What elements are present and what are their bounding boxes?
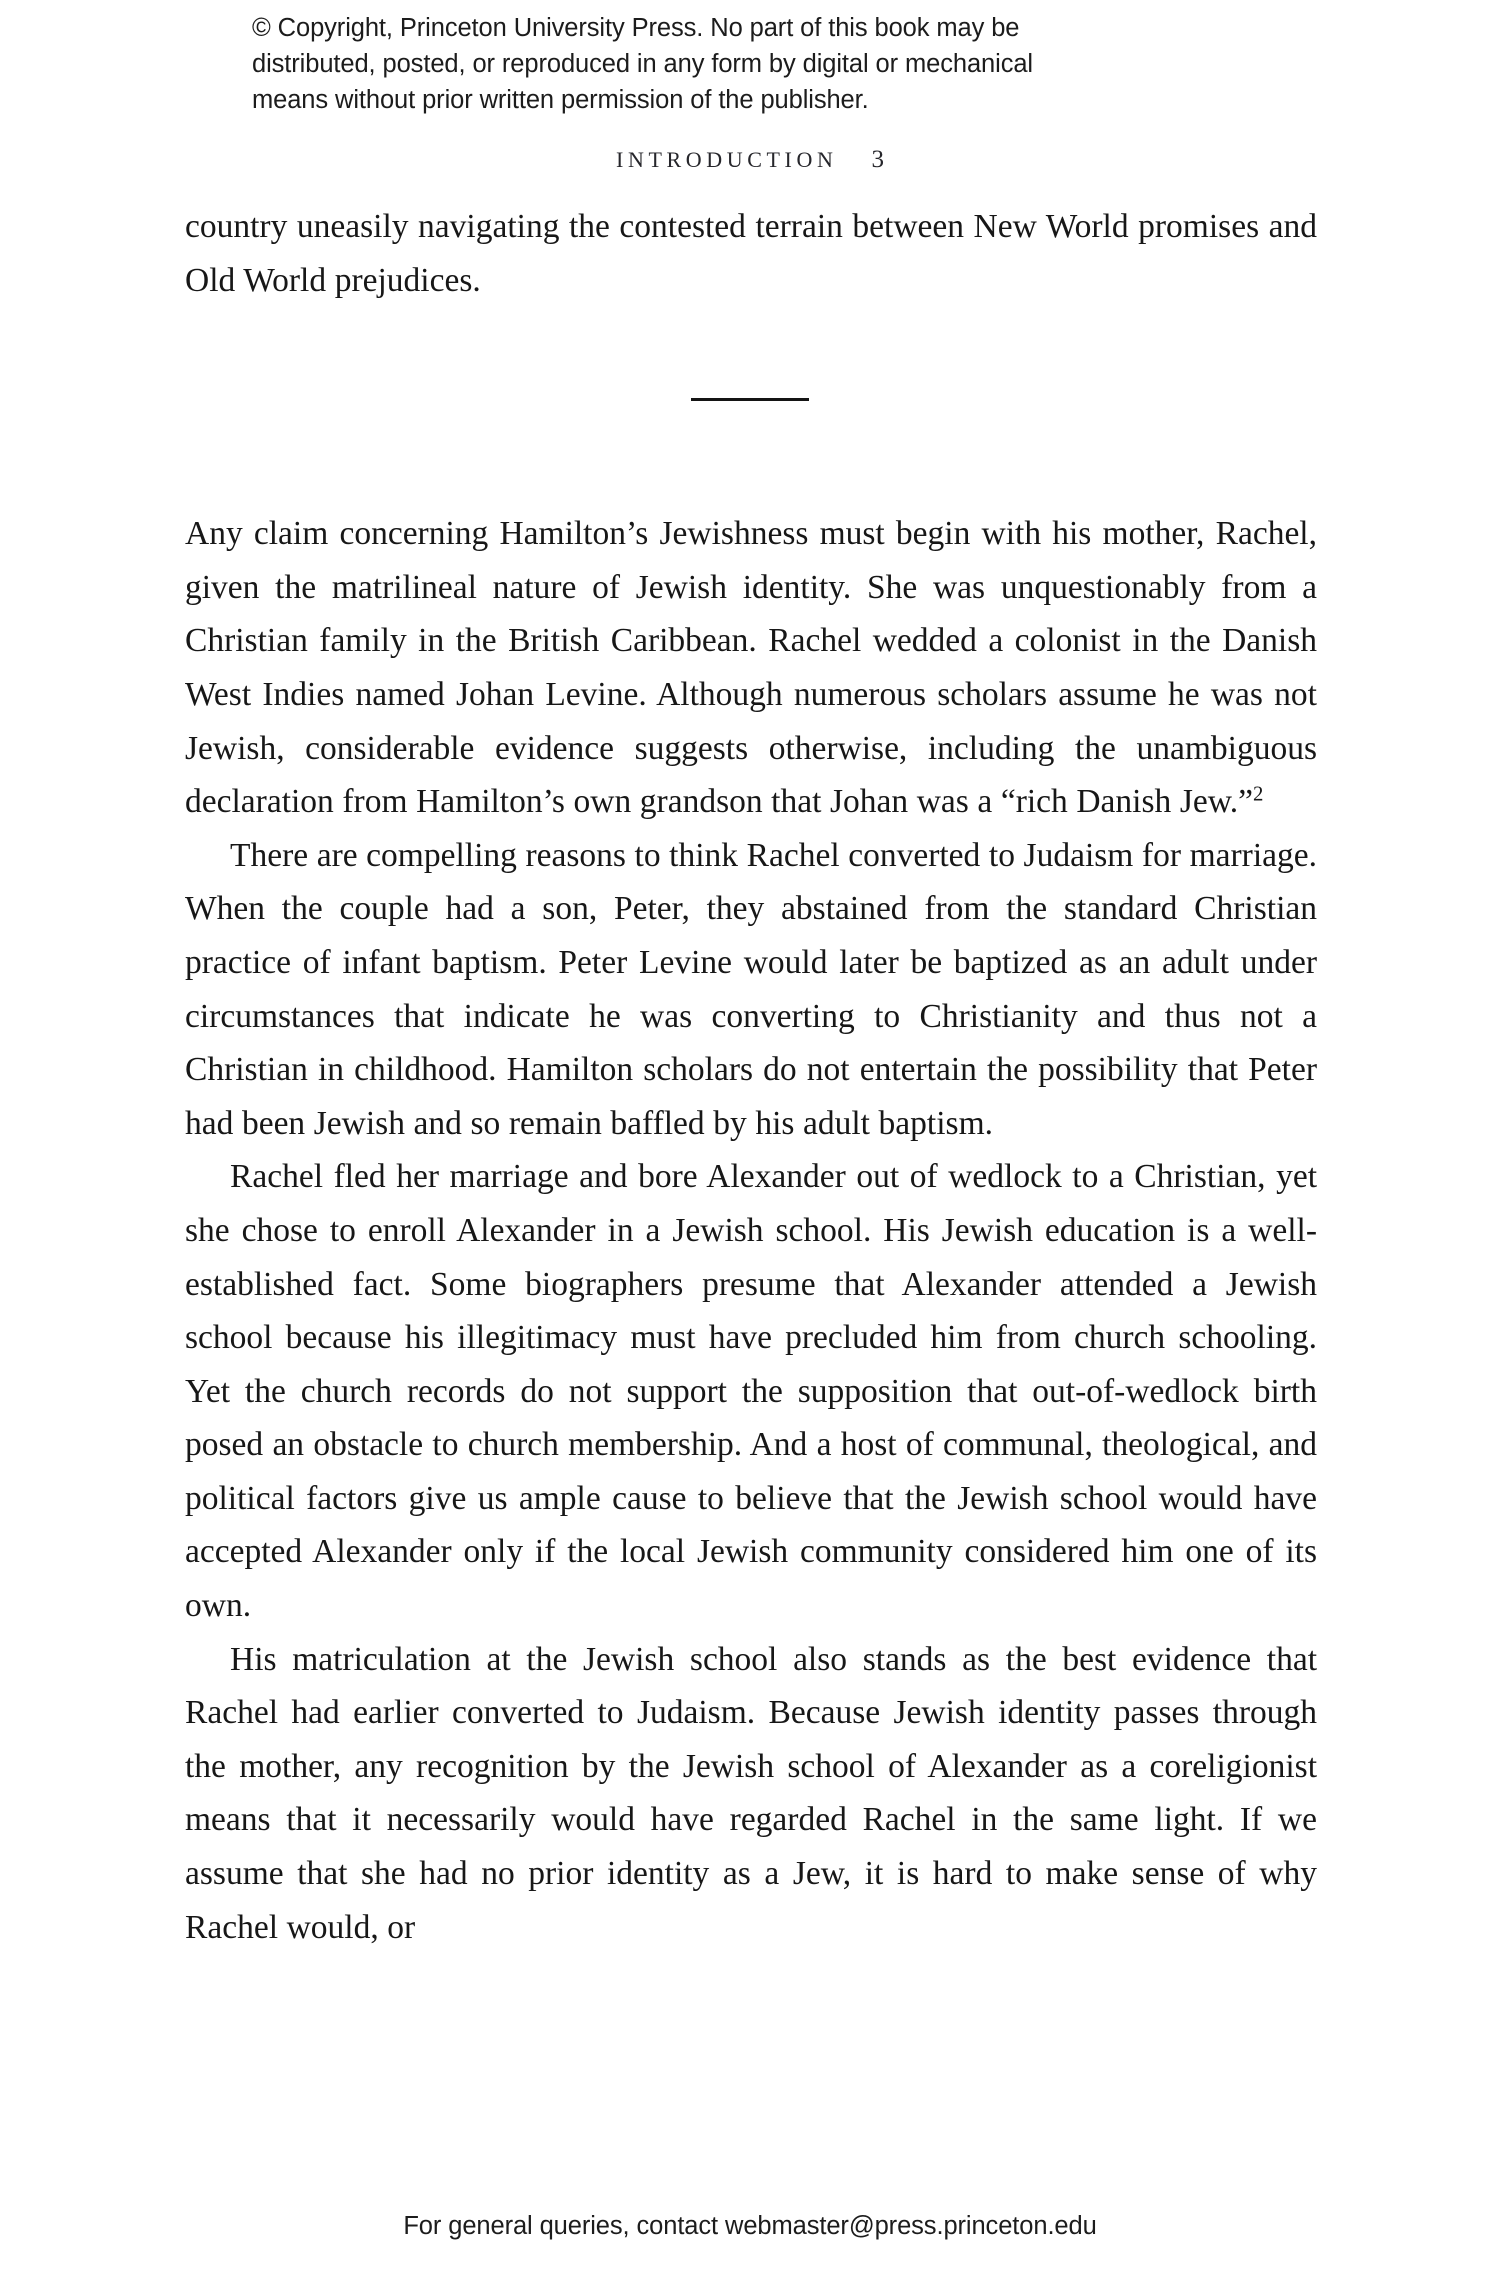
paragraph-text: country uneasily navigating the contested terrain between New World promises and Old World prejudices. [185, 208, 1317, 299]
footer-contact: For general queries, contact webmaster@press.princeton.edu [403, 2212, 1097, 2240]
page-number: 3 [871, 146, 884, 173]
section-break [0, 398, 1500, 401]
body-text-column [185, 200, 1317, 1954]
copyright-line-3: means without prior written permission of the publisher. [252, 86, 869, 114]
paragraph-continued [185, 200, 1317, 307]
paragraph-rachel-fled [185, 1150, 1317, 1632]
section-break-spacer [185, 307, 1317, 507]
paragraph-compelling-reasons [185, 829, 1317, 1151]
running-head [0, 146, 1500, 174]
paragraph-text: There are compelling reasons to think Rachel converted to Judaism for marriage. When the couple had a son, Peter, they abstained from the standard Christian practice of infant baptism. Peter Levine would later be baptized as an adult under circumstances that indicate he was converting to Christianity and thus not a Christian in childhood. Hamilton scholars do not entertain the possibility that Peter had been Jewish and so remain baffled by his adult baptism. [185, 836, 1317, 1142]
copyright-notice [252, 10, 1272, 118]
horizontal-rule-icon [691, 398, 809, 401]
running-head-title: INTRODUCTION [616, 147, 838, 172]
paragraph-text: Any claim concerning Hamilton’s Jewishness must begin with his mother, Rachel, given the matrilineal nature of Jewish identity. She was unquestionably from a Christian family in the British Caribbean. Rachel wedded a colonist in the Danish West Indies named Johan Levine. Although numerous scholars assume he was not Jewish, considerable evidence suggests otherwise, including the unambiguous declaration from Hamilton’s own grandson that Johan was a “rich Danish Jew.” [185, 515, 1317, 821]
paragraph-matriculation [185, 1633, 1317, 1955]
copyright-line-2: distributed, posted, or reproduced in any form by digital or mechanical [252, 50, 1033, 78]
paragraph-text: Rachel fled her marriage and bore Alexander out of wedlock to a Christian, yet she chose to enroll Alexander in a Jewish school. His Jewish education is a well-established fact. Some biographers presume that Alexander attended a Jewish school because his illegitimacy must have precluded him from church schooling. Yet the church records do not support the supposition that out-of-wedlock birth posed an obstacle to church membership. And a host of communal, theological, and political factors give us ample cause to believe that the Jewish school would have accepted Alexander only if the local Jewish community considered him one of its own. [185, 1158, 1317, 1625]
paragraph-text: His matriculation at the Jewish school also stands as the best evidence that Rachel had earlier converted to Judaism. Because Jewish identity passes through the mother, any recognition by the Jewish school of Alexander as a coreligionist means that it necessarily would have regarded Rachel in the same light. If we assume that she had no prior identity as a Jew, it is hard to make sense of why Rachel would, or [185, 1640, 1317, 1946]
paragraph-any-claim [185, 507, 1317, 829]
footnote-marker: 2 [1253, 782, 1264, 806]
copyright-line-1: © Copyright, Princeton University Press. No part of this book may be [252, 14, 1020, 42]
